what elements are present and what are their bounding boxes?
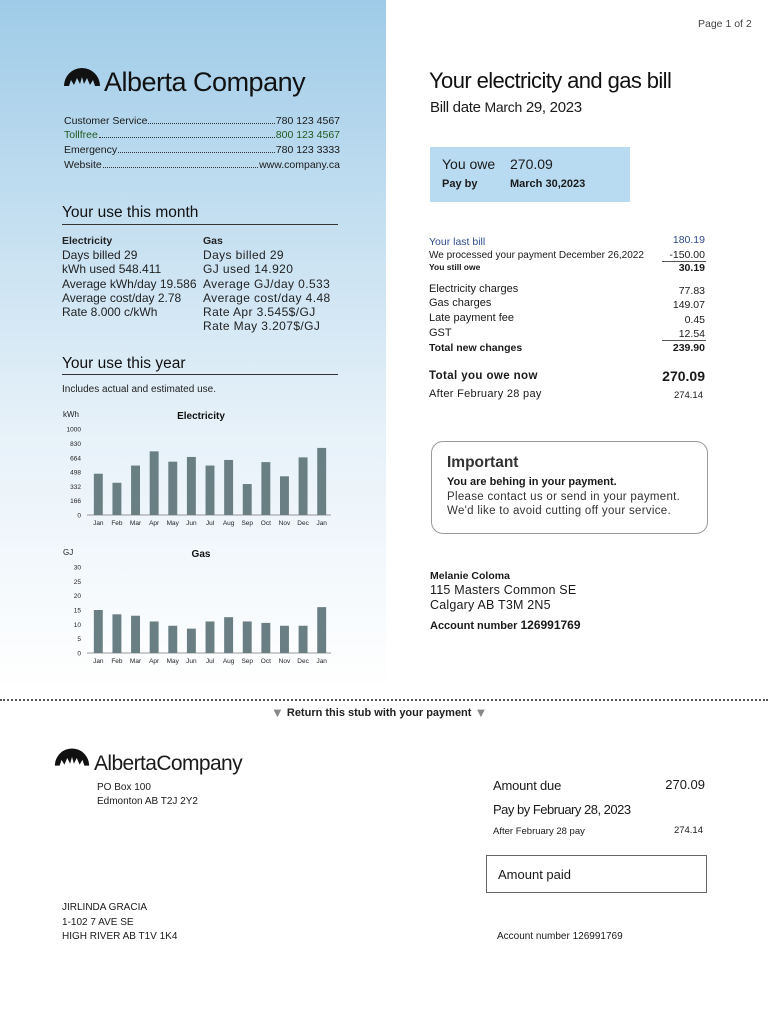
last-bill-label: Your last bill [429, 236, 486, 248]
bar [317, 448, 326, 515]
contact-customer-service: Customer Service 780 123 4567 [64, 115, 340, 127]
use-year-title: Your use this year [62, 355, 186, 372]
still-owe-label: You still owe [429, 262, 481, 272]
bar [150, 621, 159, 653]
bar [187, 457, 196, 515]
y-tick-label: 0 [77, 512, 81, 520]
tear-line [0, 699, 768, 701]
y-tick-label: 15 [73, 607, 81, 615]
stub-after-label: After February 28 pay [493, 826, 585, 837]
x-tick-label: Oct [260, 658, 271, 665]
total-new-value: 239.90 [672, 342, 705, 354]
total-owe-value: 270.09 [662, 368, 705, 384]
y-tick-label: 10 [73, 621, 81, 629]
electricity-usage: Electricity Days billed 29 kWh used 548.411 Average kWh/day 19.586 Average cost/day 2.78 Rate 8.000 c/kWh [62, 235, 197, 320]
x-tick-label: Aug [222, 520, 235, 527]
y-axis-label: kWh [63, 410, 79, 419]
bar [299, 457, 308, 515]
x-tick-label: May [166, 658, 179, 665]
important-line2: Please contact us or send in your payment. [447, 491, 681, 503]
important-line3: We'd like to avoid cutting off your service. [447, 505, 671, 517]
x-tick-label: Apr [149, 658, 160, 665]
bar [243, 484, 252, 515]
bar [94, 610, 103, 653]
stub-company-name: AlbertaCompany [94, 752, 243, 775]
after-date-value: 274.14 [673, 390, 703, 401]
payment-processed-label: We processed your payment December 26,2022 [429, 250, 644, 261]
electricity-chart [55, 405, 345, 530]
use-year-note: Includes actual and estimated use. [62, 384, 216, 395]
y-tick-label: 0 [77, 650, 81, 658]
y-tick-label: 166 [70, 498, 81, 506]
bar [243, 621, 252, 653]
bar [317, 607, 326, 653]
stub-city: Edmonton AB T2J 2Y2 [97, 796, 198, 807]
x-tick-label: Apr [149, 520, 160, 527]
x-tick-label: Jan [316, 658, 327, 665]
customer-name: Melanie Coloma [430, 570, 510, 582]
divider [62, 224, 338, 225]
bar [206, 621, 215, 653]
bar [261, 623, 270, 653]
y-tick-label: 20 [73, 593, 81, 601]
stub-after-value: 274.14 [673, 825, 703, 836]
bar [280, 476, 289, 515]
down-arrow-icon: ▼ [271, 705, 284, 720]
contact-emergency: Emergency 780 123 3333 [64, 144, 340, 156]
y-tick-label: 332 [70, 483, 81, 491]
bar [131, 466, 140, 515]
customer-address2: Calgary AB T3M 2N5 [430, 598, 551, 612]
divider [662, 340, 706, 341]
x-tick-label: Oct [260, 520, 271, 527]
y-tick-label: 664 [70, 455, 81, 463]
x-tick-label: Dec [297, 520, 309, 527]
sunburst-icon [53, 739, 91, 777]
bill-title: Your electricity and gas bill [429, 68, 672, 93]
bar [299, 626, 308, 653]
bar [94, 474, 103, 515]
stub-company-logo [53, 739, 91, 782]
still-owe-value: 30.19 [678, 262, 705, 274]
bill-date: Bill date March 29, 2023 [430, 99, 582, 116]
customer-address1: 115 Masters Common SE [430, 583, 577, 597]
bar [168, 626, 177, 653]
x-tick-label: Feb [111, 658, 123, 665]
last-bill-value: 180.19 [672, 234, 705, 246]
bar [280, 626, 289, 653]
x-tick-label: Jun [186, 520, 197, 527]
electricity-charges-value: 77.83 [678, 285, 705, 297]
late-fee-label: Late payment fee [429, 312, 515, 324]
pay-by-value: March 30,2023 [510, 178, 586, 190]
x-tick-label: Feb [111, 520, 123, 527]
bar [112, 483, 121, 515]
y-tick-label: 25 [73, 578, 81, 586]
you-owe-value: 270.09 [510, 156, 553, 172]
x-tick-label: Mar [129, 658, 142, 665]
bar [206, 466, 215, 515]
y-tick-label: 830 [70, 441, 81, 449]
late-fee-value: 0.45 [684, 314, 705, 326]
payer-address: JIRLINDA GRACIA 1-102 7 AVE SE HIGH RIVER AB T1V 1K4 [62, 902, 178, 942]
gas-chart [55, 543, 345, 668]
total-new-label: Total new changes [429, 342, 523, 354]
important-line1: You are behing in your payment. [447, 476, 617, 488]
chart-title: Electricity [177, 411, 225, 422]
total-owe-label: Total you owe now [429, 370, 538, 382]
bar [224, 460, 233, 515]
important-notice [431, 441, 708, 534]
stub-account-number: Account number 126991769 [497, 931, 623, 942]
you-owe-label: You owe [442, 156, 496, 172]
stub-po-box: PO Box 100 [97, 782, 151, 793]
x-tick-label: May [166, 520, 179, 527]
x-tick-label: Dec [297, 658, 309, 665]
x-tick-label: Nov [278, 520, 291, 527]
x-tick-label: Aug [222, 658, 235, 665]
bar [150, 451, 159, 515]
chart-title: Gas [191, 549, 211, 560]
y-tick-label: 498 [70, 469, 81, 477]
x-tick-label: Sep [241, 520, 254, 527]
after-date-label: After February 28 pay [429, 388, 542, 400]
contact-website[interactable]: Website www.company.ca [64, 159, 340, 171]
amount-paid-label: Amount paid [498, 867, 571, 882]
contact-tollfree: Tollfree 800 123 4567 [64, 129, 340, 141]
bar [187, 629, 196, 653]
stub-pay-by: Pay by February 28, 2023 [493, 802, 631, 817]
x-tick-label: Jul [205, 658, 215, 665]
bar [168, 462, 177, 515]
sunburst-icon [62, 58, 102, 98]
use-month-title: Your use this month [62, 204, 199, 221]
y-axis-label: GJ [63, 548, 74, 557]
pay-by-label: Pay by [442, 178, 478, 190]
company-logo [62, 58, 102, 103]
gas-charges-label: Gas charges [429, 297, 492, 309]
contact-list [64, 113, 340, 175]
x-tick-label: Jan [316, 520, 327, 527]
account-number: Account number 126991769 [430, 618, 581, 632]
y-tick-label: 30 [73, 564, 81, 572]
bar [131, 616, 140, 653]
bar [112, 614, 121, 653]
page-number: Page 1 of 2 [698, 18, 752, 30]
amount-paid-field[interactable] [486, 855, 707, 893]
company-name: Alberta Company [104, 67, 306, 97]
divider [62, 374, 338, 375]
x-tick-label: Mar [129, 520, 142, 527]
electricity-charges-label: Electricity charges [429, 283, 519, 295]
x-tick-label: Sep [241, 658, 254, 665]
gas-usage: Gas Days billed 29 GJ used 14.920 Average GJ/day 0.533 Average cost/day 4.48 Rate Apr 3.545$/GJ Rate May 3.207$/GJ [203, 235, 331, 334]
y-tick-label: 5 [77, 636, 81, 644]
y-tick-label: 1000 [66, 426, 81, 434]
return-stub-instruction: ▼ Return this stub with your payment ▼ [271, 705, 488, 720]
stub-amount-due-value: 270.09 [665, 777, 705, 792]
bar [224, 617, 233, 653]
down-arrow-icon: ▼ [474, 705, 488, 720]
payment-processed-value: -150.00 [669, 249, 705, 261]
x-tick-label: Jun [186, 658, 197, 665]
stub-amount-due-label: Amount due [493, 778, 562, 793]
gst-label: GST [429, 327, 452, 339]
x-tick-label: Jan [93, 520, 104, 527]
x-tick-label: Nov [278, 658, 291, 665]
important-title: Important [447, 454, 519, 471]
gas-charges-value: 149.07 [672, 299, 705, 311]
amount-owed-box [430, 147, 630, 202]
x-tick-label: Jan [93, 658, 104, 665]
x-tick-label: Jul [205, 520, 215, 527]
gst-value: 12.54 [678, 328, 705, 340]
bar [261, 462, 270, 515]
